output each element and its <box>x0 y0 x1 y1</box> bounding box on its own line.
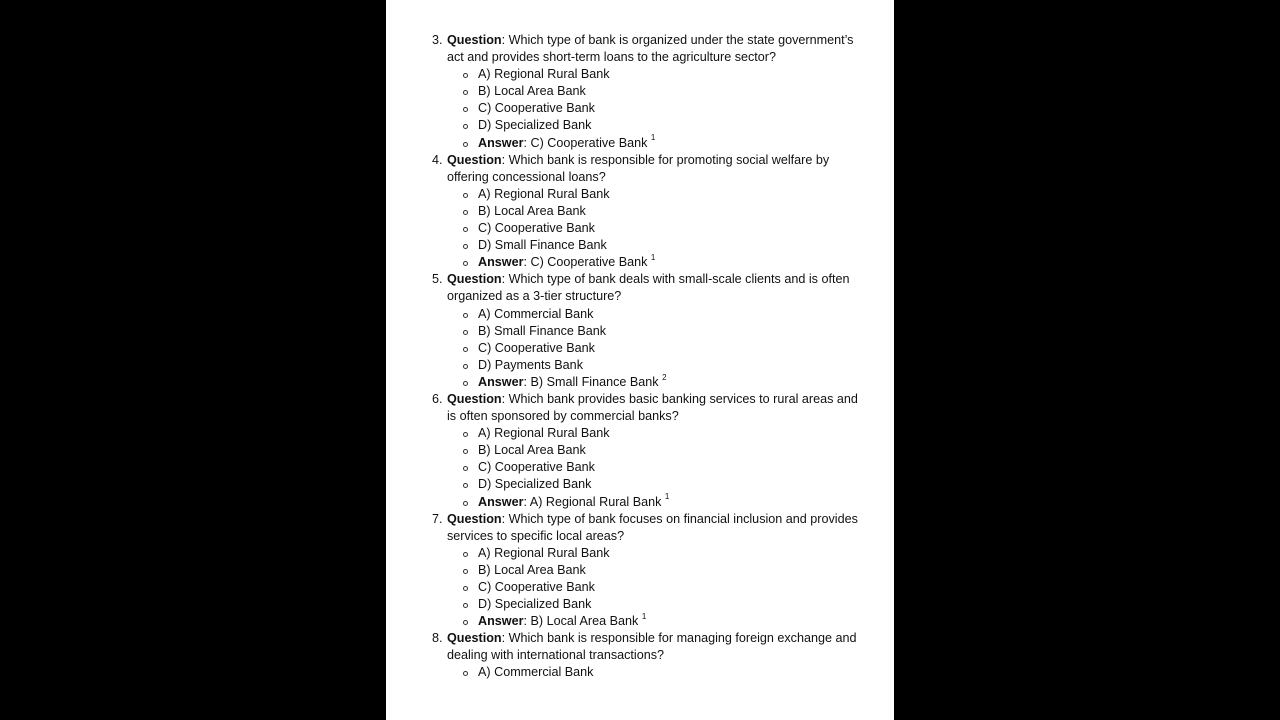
option-item <box>447 459 864 476</box>
circle-bullet-icon <box>463 569 468 574</box>
option-text: D) Specialized Bank <box>478 597 592 612</box>
question-text <box>447 32 864 66</box>
answer-label: Answer <box>478 374 524 389</box>
option-item <box>447 100 864 117</box>
answer-label: Answer <box>478 255 524 270</box>
question-text <box>447 630 864 664</box>
circle-bullet-icon <box>463 620 468 625</box>
question-body: : Which bank is responsible for promoting social welfare by offering concessional loans? <box>447 152 830 184</box>
answer-item <box>447 135 864 152</box>
option-text: B) Local Area Bank <box>478 562 586 577</box>
option-text: A) Regional Rural Bank <box>478 186 610 201</box>
option-item <box>447 66 864 83</box>
question-body: : Which type of bank deals with small-scale clients and is often organized as a 3-tier structure? <box>447 272 850 304</box>
option-item <box>447 117 864 134</box>
question-text <box>447 391 864 425</box>
answer-item <box>447 254 864 271</box>
question-item <box>386 391 894 511</box>
answer-item <box>447 494 864 511</box>
option-text: A) Regional Rural Bank <box>478 426 610 441</box>
circle-bullet-icon <box>463 210 468 215</box>
option-text: D) Specialized Bank <box>478 118 592 133</box>
question-item <box>386 271 894 391</box>
circle-bullet-icon <box>463 552 468 557</box>
question-number: 5. <box>432 272 443 287</box>
option-text: A) Commercial Bank <box>478 306 594 321</box>
document-page <box>386 0 894 720</box>
question-label: Question <box>447 511 502 526</box>
option-item <box>447 476 864 493</box>
option-item <box>447 545 864 562</box>
option-item <box>447 340 864 357</box>
circle-bullet-icon <box>463 586 468 591</box>
reference-marker: 2 <box>662 372 667 382</box>
answer-text: : C) Cooperative Bank <box>523 135 648 150</box>
option-item <box>447 442 864 459</box>
answer-text: : C) Cooperative Bank <box>523 255 648 270</box>
question-label: Question <box>447 631 502 646</box>
circle-bullet-icon <box>463 244 468 249</box>
question-number: 4. <box>432 152 443 167</box>
option-text: C) Cooperative Bank <box>478 460 595 475</box>
question-body: : Which bank is responsible for managing foreign exchange and dealing with international transactions? <box>447 631 857 663</box>
option-item <box>447 83 864 100</box>
option-item <box>447 357 864 374</box>
circle-bullet-icon <box>463 432 468 437</box>
option-list <box>447 425 864 510</box>
option-text: B) Small Finance Bank <box>478 323 607 338</box>
question-label: Question <box>447 391 502 406</box>
answer-item <box>447 374 864 391</box>
circle-bullet-icon <box>463 449 468 454</box>
option-text: B) Local Area Bank <box>478 203 586 218</box>
option-text: C) Cooperative Bank <box>478 221 595 236</box>
option-text: A) Regional Rural Bank <box>478 545 610 560</box>
question-text <box>447 152 864 186</box>
question-item <box>386 152 894 272</box>
option-item <box>447 562 864 579</box>
option-text: A) Commercial Bank <box>478 665 594 680</box>
circle-bullet-icon <box>463 73 468 78</box>
question-item <box>386 630 894 681</box>
reference-marker: 1 <box>650 133 656 143</box>
circle-bullet-icon <box>463 313 468 318</box>
option-item <box>447 425 864 442</box>
option-list <box>447 664 864 681</box>
option-item <box>447 203 864 220</box>
circle-bullet-icon <box>463 347 468 352</box>
question-body: : Which type of bank is organized under the state government’s act and provides short-term loans to the agriculture sector? <box>447 33 854 65</box>
question-number: 6. <box>432 391 443 406</box>
question-number: 8. <box>432 631 443 646</box>
option-text: C) Cooperative Bank <box>478 580 595 594</box>
answer-text: : B) Small Finance Bank <box>523 374 659 389</box>
option-list <box>447 545 864 630</box>
option-item <box>447 596 864 613</box>
option-list <box>447 186 864 271</box>
reference-marker: 1 <box>664 492 670 502</box>
question-label: Question <box>447 272 502 287</box>
option-item <box>447 579 864 596</box>
circle-bullet-icon <box>463 261 468 266</box>
option-item <box>447 186 864 203</box>
option-text: C) Cooperative Bank <box>478 101 595 116</box>
option-text: D) Specialized Bank <box>478 477 592 492</box>
option-item <box>447 306 864 323</box>
option-text: B) Local Area Bank <box>478 84 586 99</box>
option-text: D) Payments Bank <box>478 357 583 372</box>
question-text <box>447 511 864 545</box>
option-item <box>447 220 864 237</box>
circle-bullet-icon <box>463 364 468 369</box>
circle-bullet-icon <box>463 227 468 232</box>
option-item <box>447 323 864 340</box>
option-text: A) Regional Rural Bank <box>478 67 610 82</box>
circle-bullet-icon <box>463 483 468 488</box>
question-body: : Which bank provides basic banking services to rural areas and is often sponsored by commercial banks? <box>447 391 858 424</box>
question-item <box>386 511 894 631</box>
question-body: : Which type of bank focuses on financial inclusion and provides services to specific local areas? <box>447 511 858 543</box>
option-list <box>447 306 864 391</box>
circle-bullet-icon <box>463 107 468 112</box>
answer-text: : A) Regional Rural Bank <box>523 494 662 509</box>
option-text: B) Local Area Bank <box>478 443 586 458</box>
reference-marker: 1 <box>641 612 647 621</box>
circle-bullet-icon <box>463 90 468 95</box>
answer-label: Answer <box>478 135 524 150</box>
option-text: C) Cooperative Bank <box>478 340 595 355</box>
option-item <box>447 237 864 254</box>
circle-bullet-icon <box>463 330 468 335</box>
answer-label: Answer <box>478 494 524 509</box>
answer-label: Answer <box>478 614 524 629</box>
circle-bullet-icon <box>463 124 468 129</box>
circle-bullet-icon <box>463 603 468 608</box>
answer-item <box>447 613 864 630</box>
question-number: 7. <box>432 511 443 526</box>
question-label: Question <box>447 33 502 47</box>
question-list <box>386 32 894 682</box>
circle-bullet-icon <box>463 671 468 676</box>
option-text: D) Small Finance Bank <box>478 238 607 253</box>
question-number: 3. <box>432 33 443 47</box>
circle-bullet-icon <box>463 381 468 386</box>
circle-bullet-icon <box>463 466 468 471</box>
circle-bullet-icon <box>463 193 468 198</box>
question-item <box>386 32 894 152</box>
question-label: Question <box>447 152 502 167</box>
answer-text: : B) Local Area Bank <box>523 614 639 629</box>
circle-bullet-icon <box>463 142 468 147</box>
option-list <box>447 66 864 151</box>
circle-bullet-icon <box>463 501 468 506</box>
reference-marker: 1 <box>650 253 656 263</box>
question-text <box>447 271 864 305</box>
option-item <box>447 664 864 681</box>
